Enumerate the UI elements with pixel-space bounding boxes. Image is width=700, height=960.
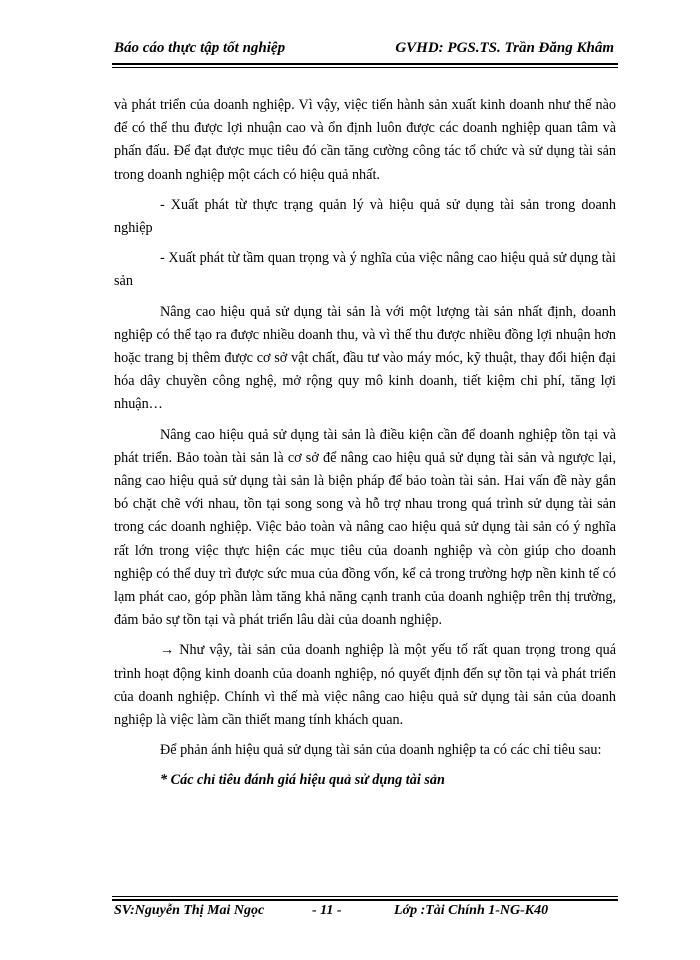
footer-class: Lớp :Tài Chính 1-NG-K40 bbox=[394, 903, 549, 918]
document-body bbox=[114, 94, 616, 800]
page-number: - 11 - bbox=[312, 903, 342, 918]
footer-student-name: SV:Nguyễn Thị Mai Ngọc bbox=[114, 903, 265, 918]
paragraph-preservation: Nâng cao hiệu quả sử dụng tài sản là điều kiện cần để doanh nghiệp tồn tại và phát triển. Bảo toàn tài sản là cơ sở để nâng cao hiệu quả sử dụng tài sản và ngược lại, nâng cao hiệu quả sử dụng tài sản là biện pháp để bảo toàn tài sản. Hai vấn đề này gắn bó chặt chẽ với nhau, tồn tại song song và hỗ trợ nhau trong quá trình sử dụng tài sản trong các doanh nghiệp. Việc bảo toàn và nâng cao hiệu quả sử dụng tài sản có ý nghĩa rất lớn trong việc thực hiện các mục tiêu của doanh nghiệp và còn giúp cho doanh nghiệp có thể duy trì được sức mua của đồng vốn, kể cả trong trường hợp nền kinh tế có lạm phát cao, góp phần làm tăng khả năng cạnh tranh của doanh nghiệp trên thị trường, đảm bảo sự tồn tại và phát triển lâu dài của doanh nghiệp. bbox=[114, 426, 616, 629]
header-rule bbox=[112, 63, 618, 65]
header-report-title: Báo cáo thực tập tốt nghiệp bbox=[114, 40, 286, 56]
paragraph-efficiency: Nâng cao hiệu quả sử dụng tài sản là với một lượng tài sản nhất định, doanh nghiệp có thể tạo ra được nhiều doanh thu, và vì thế thu được nhiều đồng lợi nhuận hơn hoặc trang bị thêm được cơ sở vật chất, đầu tư vào máy móc, kỹ thuật, thay đổi hiện đại hóa dây chuyền công nghệ, mở rộng quy mô kinh doanh, tiết kiệm chi phí, tăng lợi nhuận… bbox=[114, 303, 616, 413]
page-footer bbox=[114, 903, 614, 923]
header-rule-thin bbox=[112, 67, 618, 68]
paragraph-conclusion: → Như vậy, tài sản của doanh nghiệp là một yếu tố rất quan trọng trong quá trình hoạt động kinh doanh của doanh nghiệp, nó quyết định đến sự tồn tại và phát triển của doanh nghiệp. Chính vì thế mà việc nâng cao hiệu quả sử dụng tài sản của doanh nghiệp là việc làm cần thiết mang tính khách quan. bbox=[114, 642, 616, 729]
footer-rule bbox=[112, 899, 618, 901]
paragraph-indicators-intro: Để phản ánh hiệu quả sử dụng tài sản của doanh nghiệp ta có các chỉ tiêu sau: bbox=[160, 742, 602, 759]
section-heading: * Các chỉ tiêu đánh giá hiệu quả sử dụng tài sản bbox=[160, 772, 445, 789]
paragraph-continuation: và phát triển của doanh nghiệp. Vì vậy, việc tiến hành sản xuất kinh doanh như thế nào để có thể thu được lợi nhuận cao và ổn định luôn được các doanh nghiệp quan tâm và phấn đấu. Để đạt được mục tiêu đó cần tăng cường công tác tổ chức và sử dụng tài sản trong doanh nghiệp một cách có hiệu quả nhất. bbox=[114, 97, 616, 183]
header-supervisor: GVHD: PGS.TS. Trần Đăng Khâm bbox=[395, 40, 614, 56]
paragraph-reason-1: - Xuất phát từ thực trạng quản lý và hiệu quả sử dụng tài sản trong doanh nghiệp bbox=[114, 196, 616, 237]
paragraph-reason-2: - Xuất phát từ tầm quan trọng và ý nghĩa của việc nâng cao hiệu quả sử dụng tài sản bbox=[114, 250, 616, 290]
footer-rule-thin bbox=[112, 896, 618, 897]
